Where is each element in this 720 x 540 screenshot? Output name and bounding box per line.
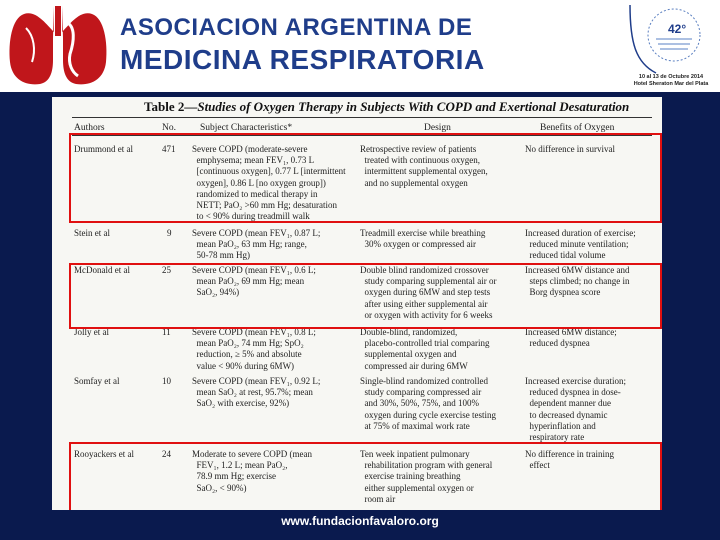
row-author: Rooyackers et al	[74, 449, 134, 459]
row-benefits: No difference in survival	[525, 144, 616, 154]
row-design: Treadmill exercise while breathing 30% oxygen or compressed air	[360, 228, 486, 250]
congress-dates: 10 al 13 de Octubre 2014 Hotel Sheraton Mar del Plata	[633, 74, 709, 87]
row-number: 9	[167, 228, 172, 238]
row-benefits: Increased exercise duration; reduced dyspnea in dose- dependent manner due to decreased dynamic hyperinflation and respiratory rate	[525, 376, 626, 443]
column-header-number: No.	[162, 123, 176, 133]
column-header-authors: Authors	[74, 123, 105, 133]
congress-number: 42°	[668, 22, 687, 36]
header-banner	[0, 0, 720, 92]
row-design: Single-blind randomized controlled study comparing compressed air and 30%, 50%, 75%, and 100% oxygen during cycle exercise testing at 75% of maximal work rate	[360, 376, 496, 431]
row-benefits: Increased 6MW distance; reduced dyspnea	[525, 327, 617, 349]
column-header-benefits: Benefits of Oxygen	[540, 123, 615, 133]
column-header-design: Design	[424, 123, 451, 133]
row-benefits: Increased 6MW distance and steps climbed; no change in Borg dyspnea score	[525, 265, 630, 298]
highlight-box-drummond	[69, 133, 662, 223]
org-name-line2: MEDICINA RESPIRATORIA	[120, 44, 485, 75]
row-author: Stein et al	[74, 228, 110, 238]
row-benefits: Increased duration of exercise; reduced minute ventilation; reduced tidal volume	[525, 228, 636, 261]
row-subject: Severe COPD (mean FEV₁, 0.8 L; mean PaO₂, 74 mm Hg; SpO₂ reduction, ≥ 5% and absolute value < 90% during 6MW)	[192, 327, 316, 371]
table-document	[52, 97, 662, 510]
row-number: 11	[162, 327, 171, 337]
row-benefits: No difference in training effect	[525, 449, 615, 471]
row-subject: Severe COPD (moderate-severe emphysema; mean FEV₁, 0.73 L [continuous oxygen], 0.77 L [intermittent oxygen], 0.86 L [no oxygen group]) randomized to medical therapy in NETT; PaO₂ >60 mm Hg; desaturation to < 90% during treadmill walk	[192, 144, 346, 222]
row-number: 24	[162, 449, 171, 459]
row-subject: Severe COPD (mean FEV₁, 0.92 L; mean SaO₂ at rest, 95.7%; mean SaO₂ with exercise, 92%)	[192, 376, 321, 409]
column-header-subject: Subject Characteristics*	[200, 123, 293, 133]
row-subject: Severe COPD (mean FEV₁, 0.6 L; mean PaO₂, 69 mm Hg; mean SaO₂, 94%)	[192, 265, 316, 298]
row-number: 471	[162, 144, 176, 154]
lungs-logo-icon	[6, 2, 110, 88]
row-author: Jolly et al	[74, 327, 109, 337]
row-author: Somfay et al	[74, 376, 120, 386]
row-subject: Severe COPD (mean FEV₁, 0.87 L; mean PaO₂, 63 mm Hg; range, 50-78 mm Hg)	[192, 228, 321, 261]
table-title: Table 2—Studies of Oxygen Therapy in Subjects With COPD and Exertional Desaturation	[144, 99, 630, 114]
footer-url: www.fundacionfavaloro.org	[281, 514, 439, 528]
highlight-box-mcdonald	[69, 263, 662, 329]
row-design: Ten week inpatient pulmonary rehabilitation program with general exercise training breathing either supplemental oxygen or room air	[360, 449, 493, 504]
row-number: 10	[162, 376, 171, 386]
row-author: McDonald et al	[74, 265, 130, 275]
row-number: 25	[162, 265, 171, 275]
table-top-rule	[72, 117, 652, 118]
highlight-box-rooyackers	[69, 442, 662, 510]
row-author: Drummond et al	[74, 144, 133, 154]
row-design: Double blind randomized crossover study comparing supplemental air or oxygen during 6MW and step tests after using either supplemental air or oxygen with activity for 6 weeks	[360, 265, 497, 320]
row-design: Double-blind, randomized, placebo-controlled trial comparing supplemental oxygen and compressed air during 6MW	[360, 327, 490, 371]
org-name-line1: ASOCIACION ARGENTINA DE	[120, 14, 473, 41]
row-design: Retrospective review of patients treated with continuous oxygen, intermittent supplemental oxygen, and no supplemental oxygen	[360, 144, 488, 188]
row-subject: Moderate to severe COPD (mean FEV₁, 1.2 L; mean PaO₂, 78.9 mm Hg; exercise SaO₂, < 90%)	[192, 449, 312, 493]
